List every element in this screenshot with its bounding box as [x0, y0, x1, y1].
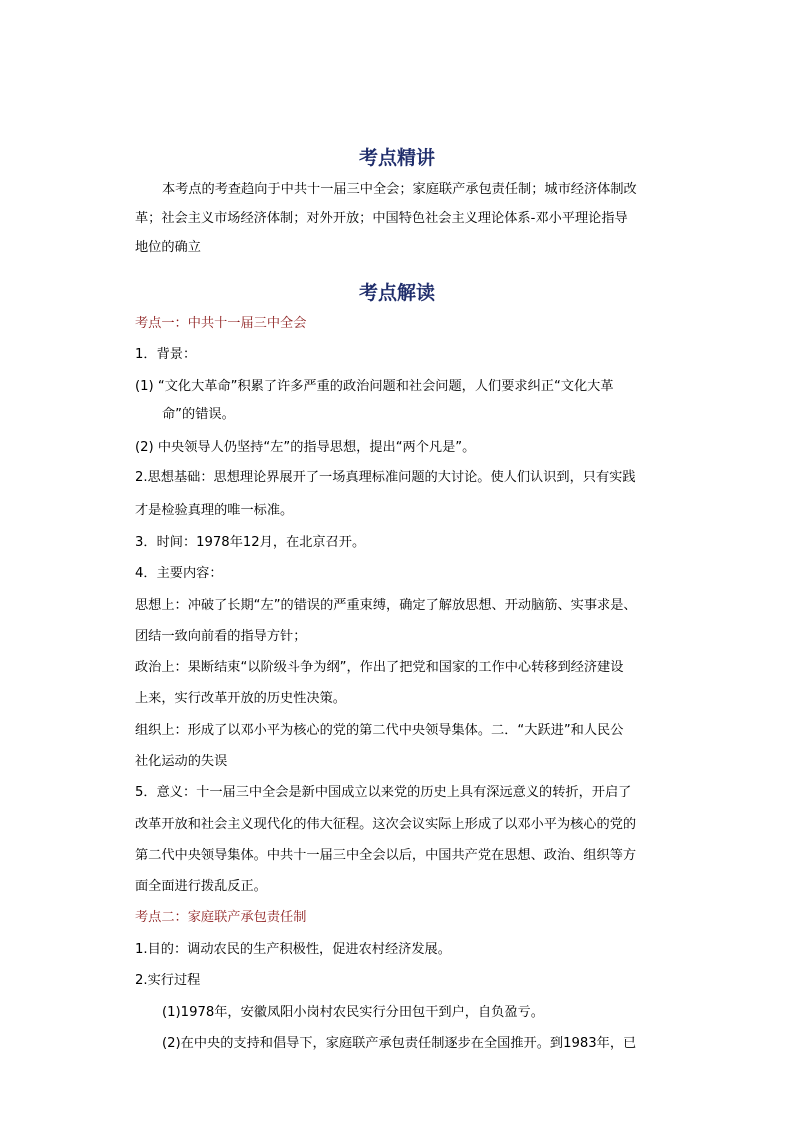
- section2-title: 考点二：家庭联产承包责任制: [135, 910, 307, 925]
- time-line: 3．时间：1978年12月，在北京召开。: [135, 535, 366, 550]
- process-item-1: (1)1978年，安徽凤阳小岗村农民实行分田包干到户，自负盈亏。: [162, 1005, 544, 1020]
- background-title: 1．背景：: [135, 347, 197, 362]
- heading-kaodian-jiedu: 考点解读: [358, 282, 435, 304]
- section1-title: 考点一：中共十一届三中全会: [135, 316, 307, 331]
- thought-line-2: 团结一致向前看的指导方针；: [135, 629, 307, 644]
- content-title: 4．主要内容：: [135, 566, 223, 581]
- meaning-line-4: 面全面进行拨乱反正。: [135, 879, 267, 894]
- background-item-2: (2) 中央领导人仍坚持“左”的指导思想，提出“两个凡是”。: [135, 440, 476, 455]
- organization-line-2: 社化运动的失误: [135, 754, 228, 769]
- politics-line-2: 上来，实行改革开放的历史性决策。: [135, 691, 346, 706]
- background-item-1-cont: 命”的错误。: [162, 407, 235, 422]
- meaning-line-1: 5．意义：十一届三中全会是新中国成立以来党的历史上具有深远意义的转折，开启了: [135, 785, 632, 800]
- politics-line-1: 政治上：果断结束“以阶级斗争为纲”，作出了把党和国家的工作中心转移到经济建设: [135, 660, 624, 675]
- thought-line-1: 思想上：冲破了长期“左”的错误的严重束缚，确定了解放思想、开动脑筋、实事求是、: [135, 598, 637, 613]
- intro-line-1: 本考点的考查趋向于中共十一届三中全会；家庭联产承包责任制；城市经济体制改: [162, 182, 637, 197]
- basis-line-1: 2.思想基础：思想理论界展开了一场真理标准问题的大讨论。使人们认识到，只有实践: [135, 470, 636, 485]
- intro-line-3: 地位的确立: [135, 240, 201, 255]
- background-item-1: (1) “文化大革命”积累了许多严重的政治问题和社会问题，人们要求纠正“文化大革: [135, 379, 614, 394]
- process-title: 2.实行过程: [135, 973, 201, 988]
- meaning-line-2: 改革开放和社会主义现代化的伟大征程。这次会议实际上形成了以邓小平为核心的党的: [135, 817, 637, 832]
- goal-line: 1.目的：调动农民的生产积极性，促进农村经济发展。: [135, 942, 451, 957]
- heading-kaodian-jingjiang: 考点精讲: [358, 147, 435, 169]
- organization-line-1: 组织上：形成了以邓小平为核心的党的第二代中央领导集体。二．“大跃进”和人民公: [135, 723, 624, 738]
- basis-line-2: 才是检验真理的唯一标准。: [135, 503, 294, 518]
- intro-line-2: 革；社会主义市场经济体制；对外开放；中国特色社会主义理论体系-邓小平理论指导: [135, 211, 628, 226]
- process-item-2: (2)在中央的支持和倡导下，家庭联产承包责任制逐步在全国推开。到1983年，已: [162, 1036, 637, 1051]
- meaning-line-3: 第二代中央领导集体。中共十一届三中全会以后，中国共产党在思想、政治、组织等方: [135, 848, 637, 863]
